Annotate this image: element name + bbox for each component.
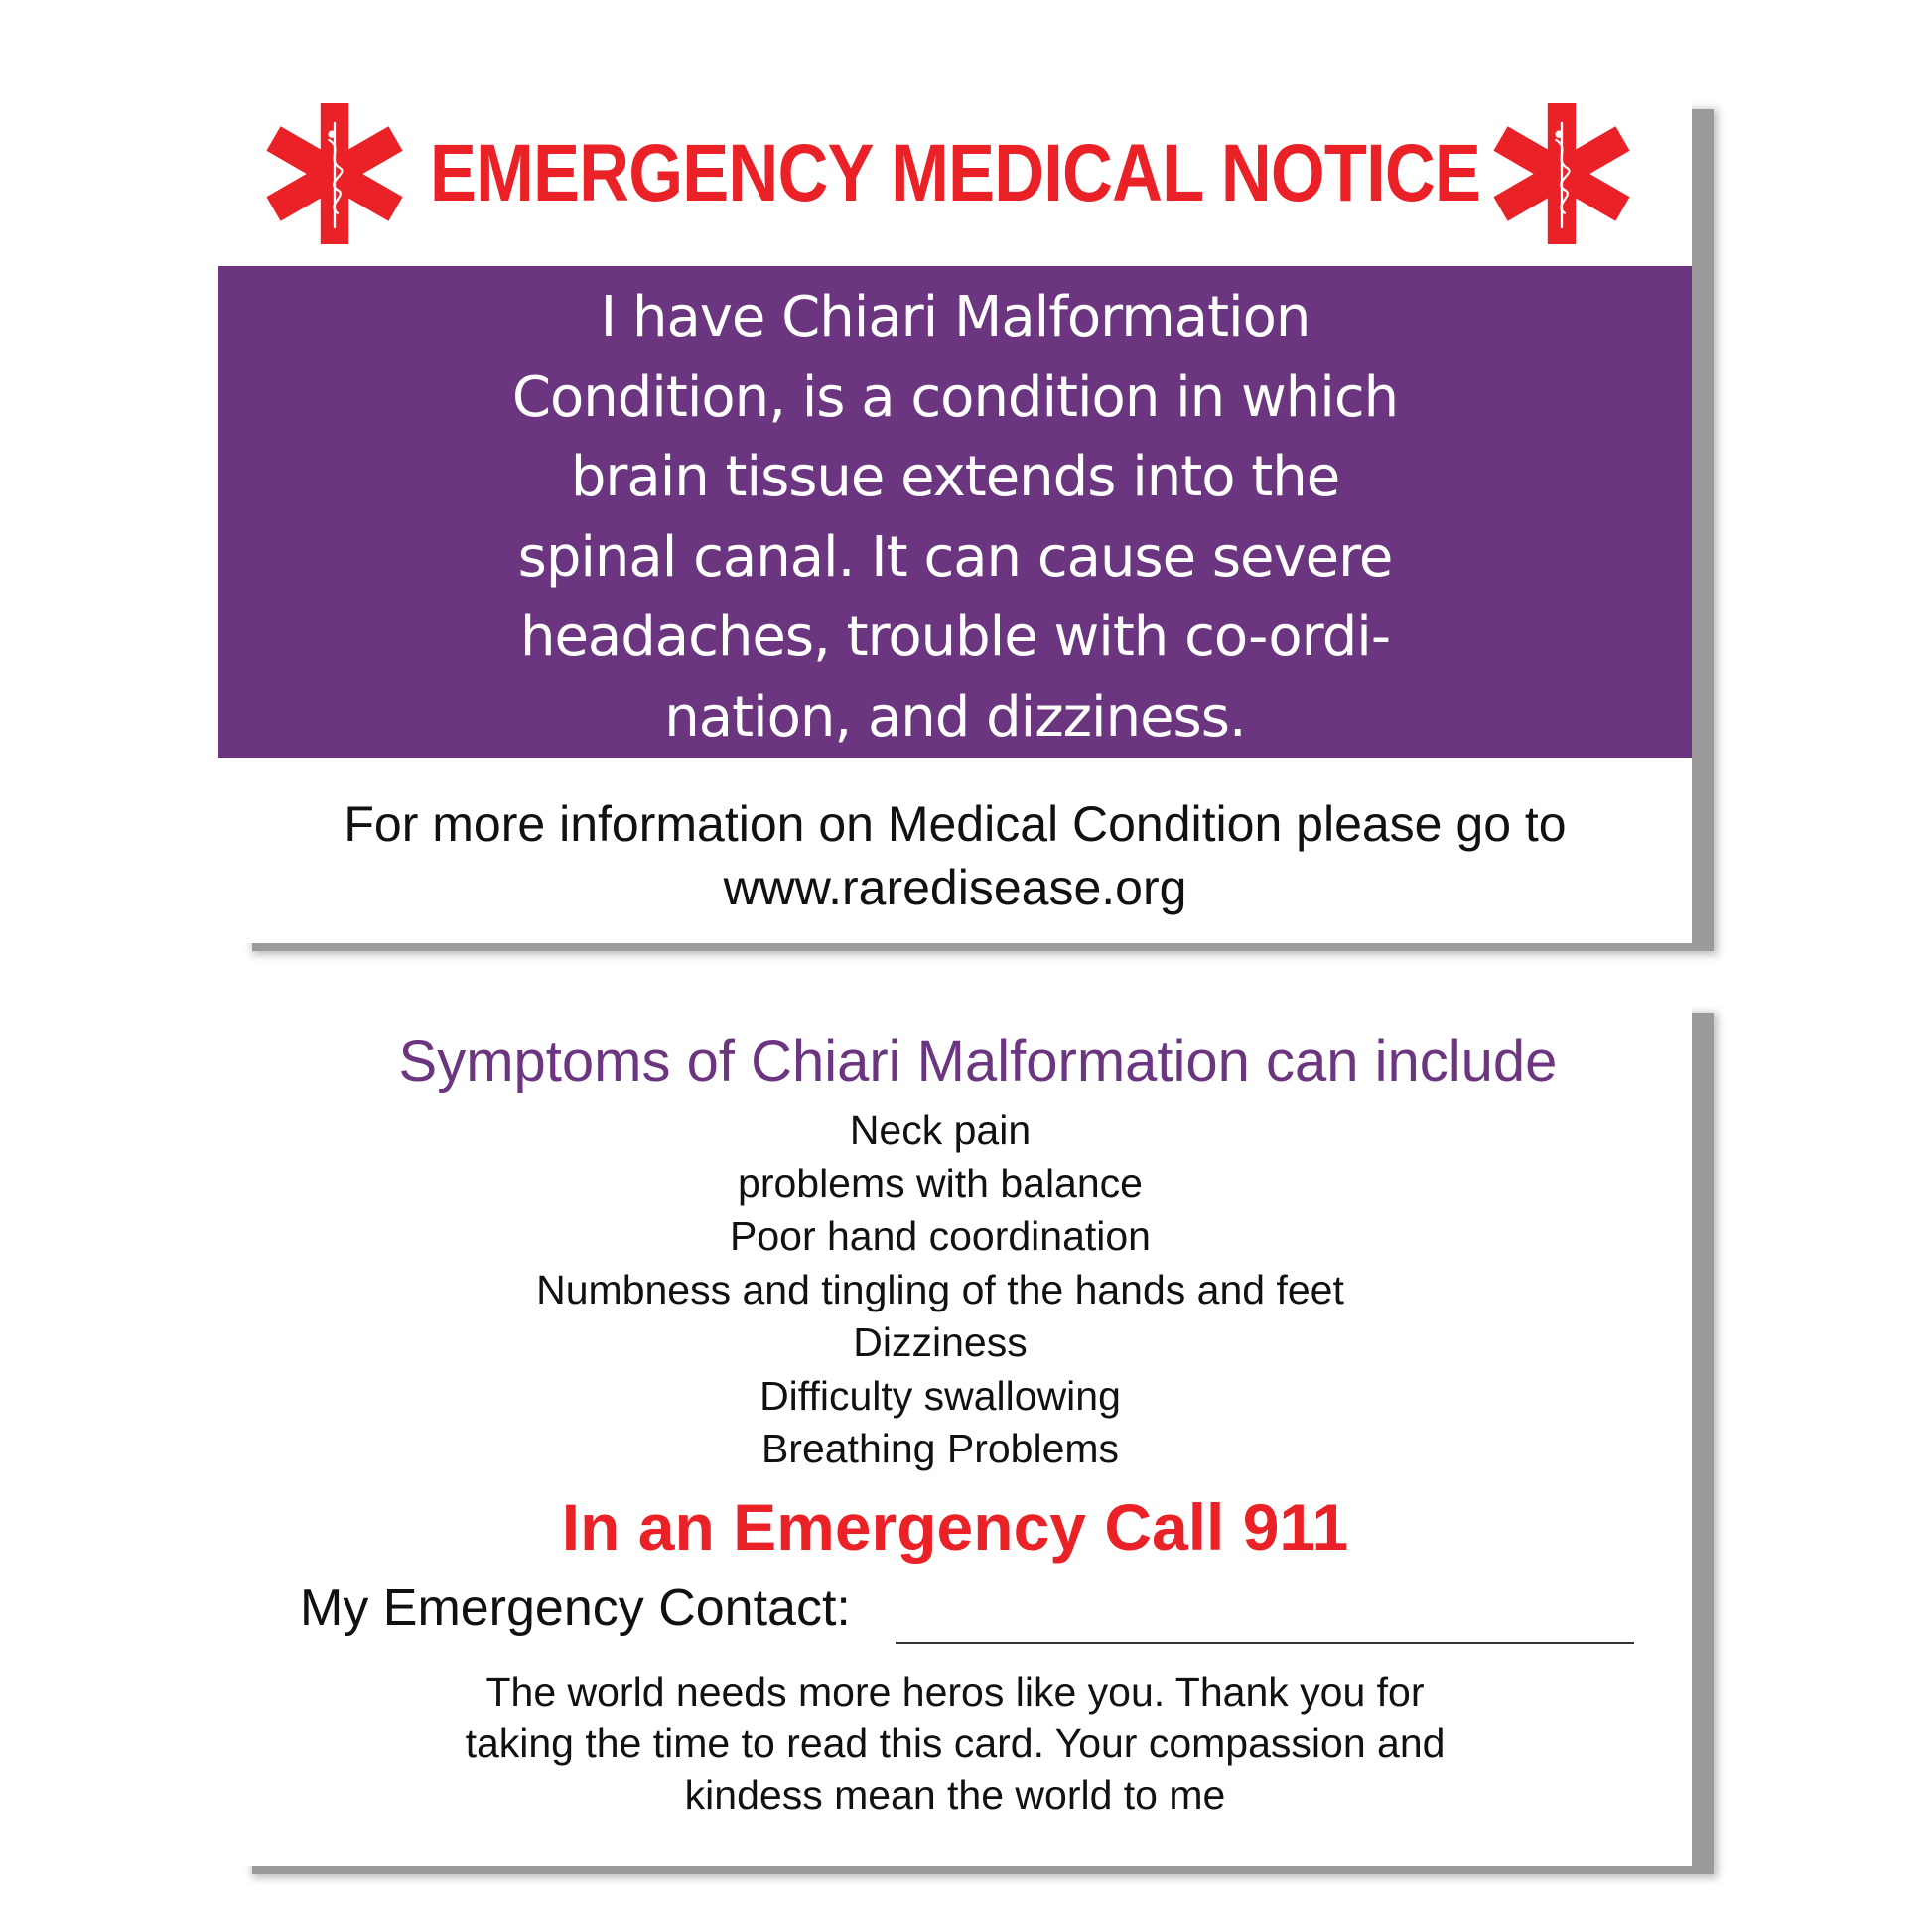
symptom-item: Breathing Problems [760, 1426, 1120, 1471]
thank-you-note [218, 1666, 1692, 1821]
condition-line: brain tissue extends into the [570, 445, 1340, 509]
condition-line: spinal canal. It can cause severe [517, 524, 1393, 590]
thank-you-line: kindess mean the world to me [684, 1772, 1226, 1818]
thank-you-line: The world needs more heros like you. Thank you for [485, 1669, 1425, 1715]
front-card [218, 89, 1692, 943]
condition-line: Condition, is a condition in which [511, 364, 1399, 430]
back-card [218, 993, 1692, 1866]
condition-description [417, 278, 1493, 758]
symptom-list [218, 1104, 1662, 1476]
card-header [218, 89, 1692, 266]
symptom-item: Dizziness [853, 1319, 1028, 1365]
symptom-item: problems with balance [738, 1160, 1143, 1206]
emergency-call: In an Emergency Call 911 [561, 1490, 1349, 1564]
symptom-item: Numbness and tingling of the hands and feet [536, 1266, 1344, 1312]
symptom-item: Difficulty swallowing [759, 1372, 1121, 1419]
star-of-life-icon [1491, 103, 1632, 244]
symptom-item: Neck pain [849, 1107, 1032, 1153]
symptoms-title: Symptoms of Chiari Malformation can include [398, 1030, 1558, 1094]
emergency-contact-label: My Emergency Contact: [300, 1580, 851, 1637]
notice-title: EMERGENCY MEDICAL NOTICE [429, 128, 1481, 218]
more-info-text: For more information on Medical Condition please go to [344, 796, 1567, 852]
condition-line: headaches, trouble with co-ordi- [519, 605, 1391, 669]
condition-band [218, 266, 1692, 758]
condition-line: I have Chiari Malformation [600, 285, 1311, 349]
thank-you-line: taking the time to read this card. Your compassion and [465, 1721, 1446, 1766]
emergency-contact-line [896, 1642, 1634, 1644]
more-info [218, 792, 1692, 919]
symptom-item: Poor hand coordination [730, 1213, 1151, 1259]
more-info-url: www.raredisease.org [723, 860, 1187, 915]
condition-line: nation, and dizziness. [664, 684, 1246, 750]
